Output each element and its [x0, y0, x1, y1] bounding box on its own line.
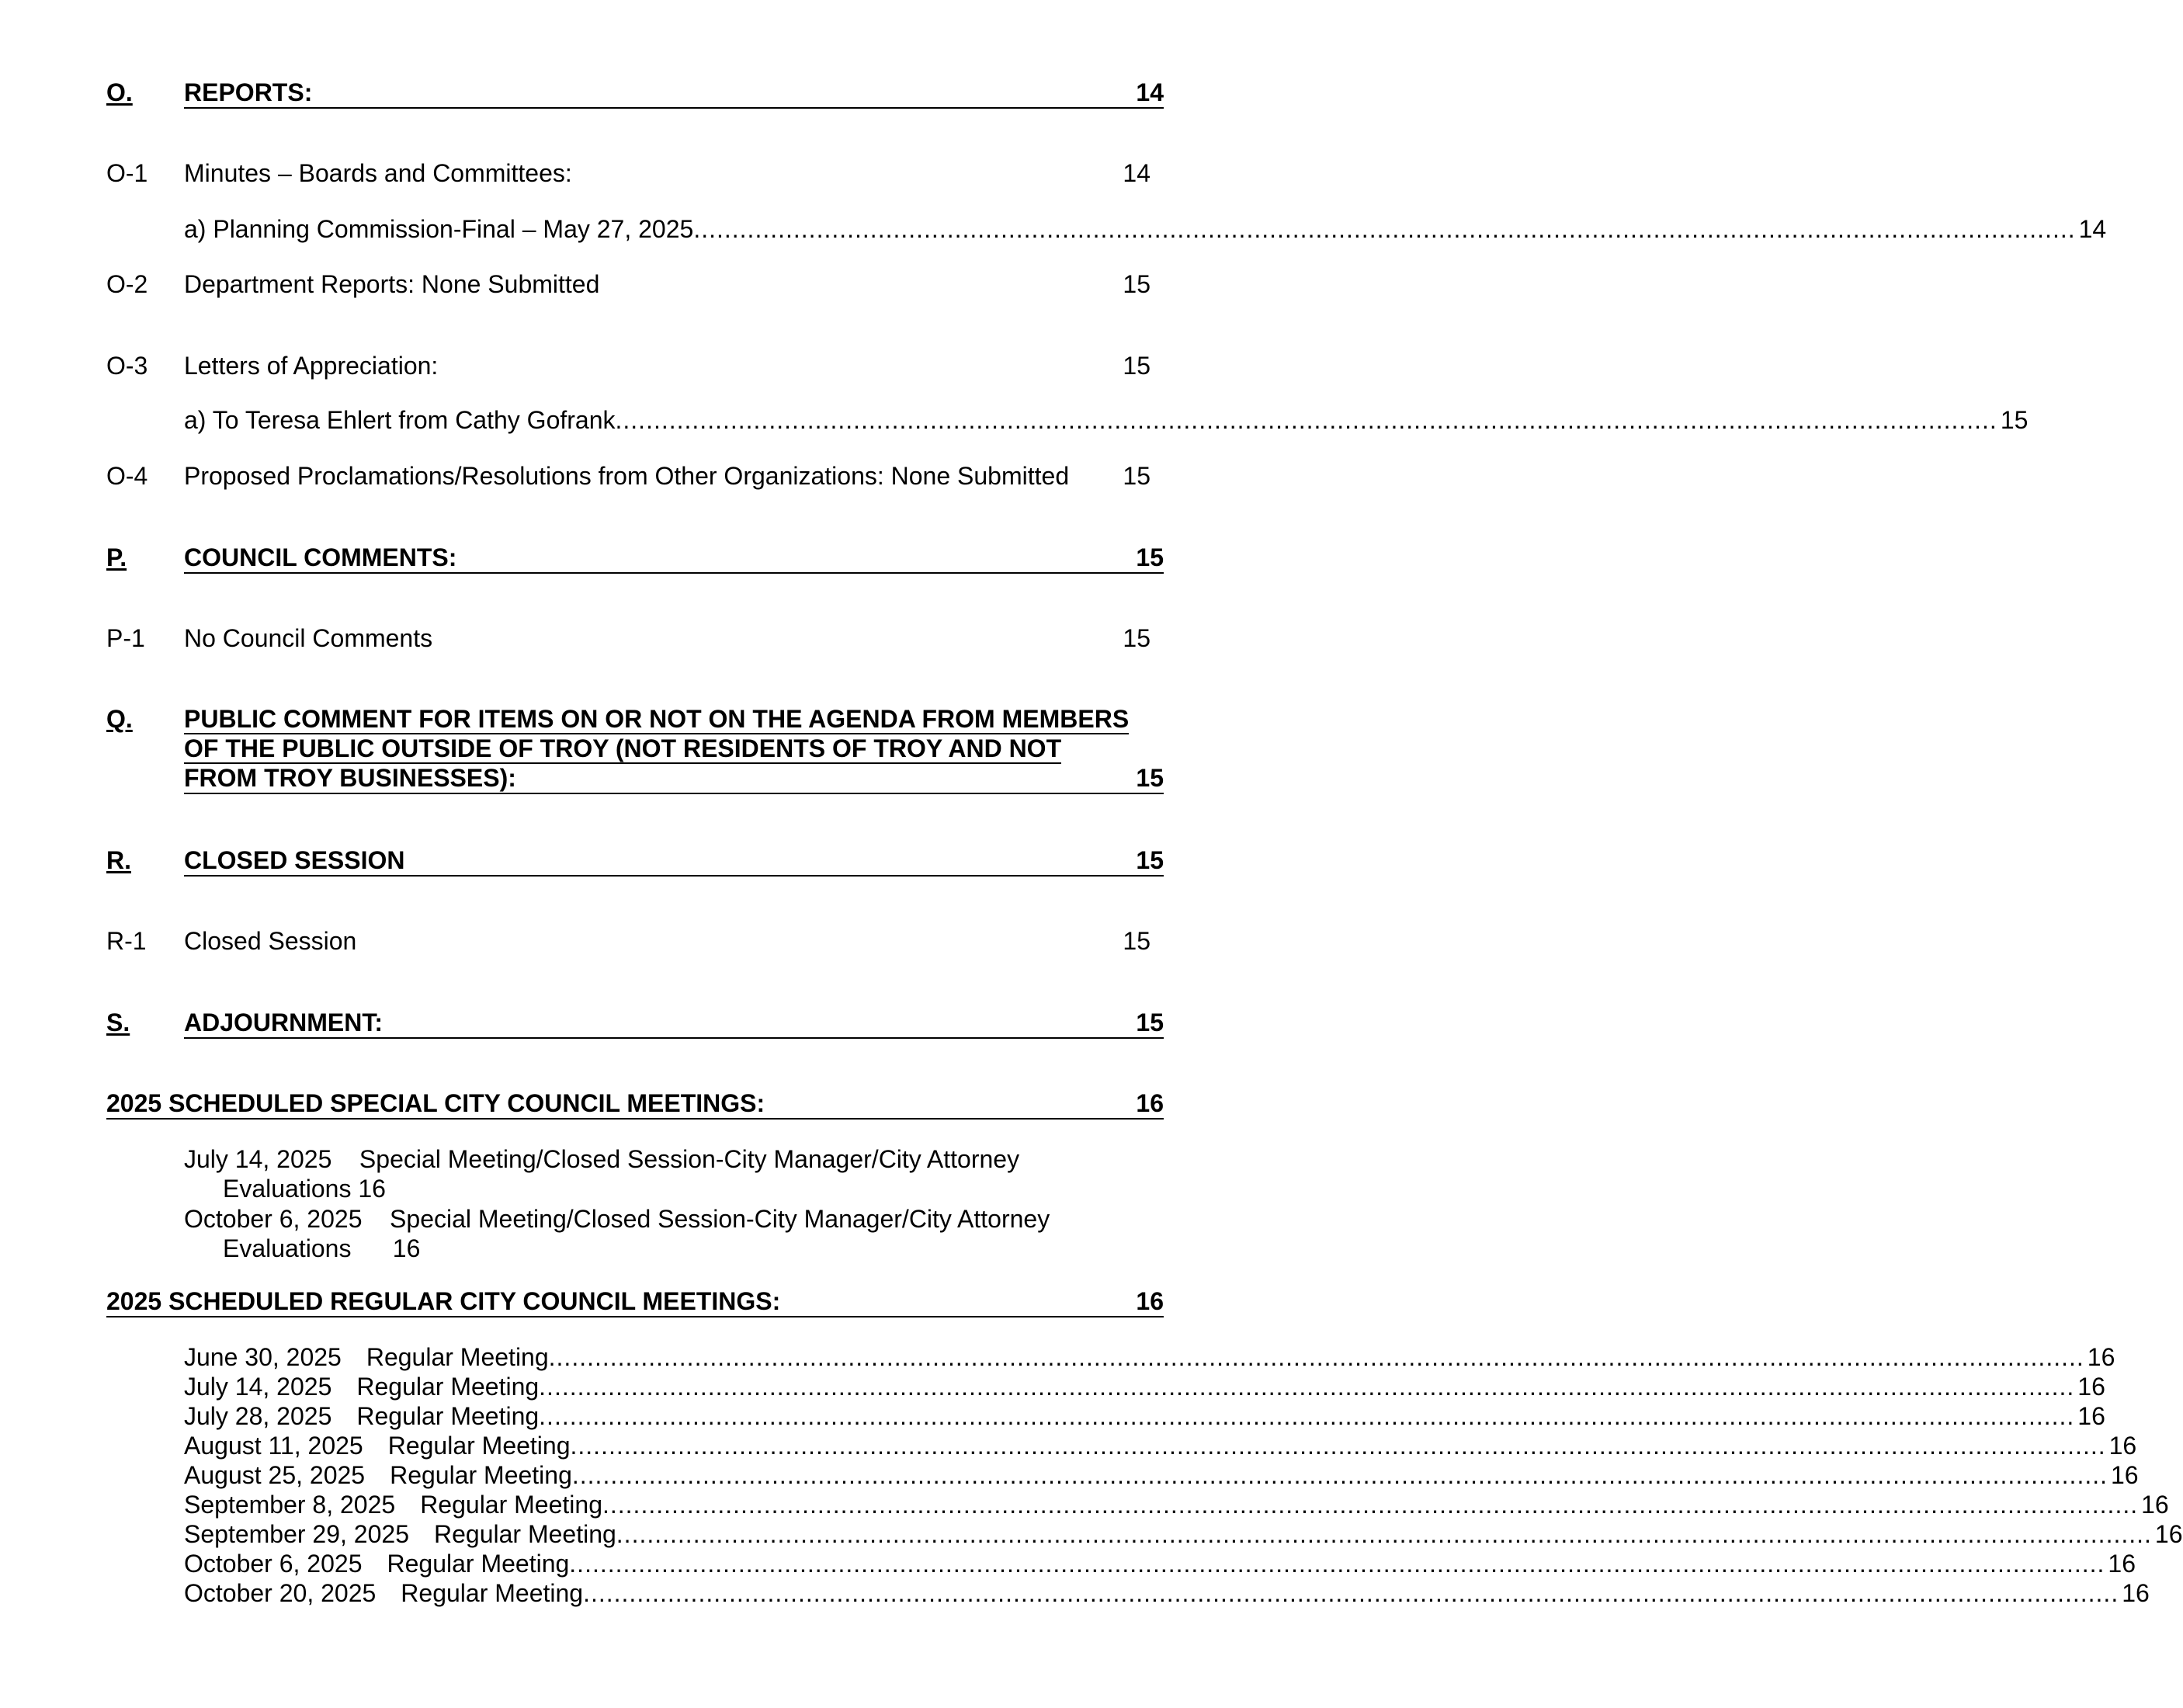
section-title-line-3: FROM TROY BUSINESSES):: [184, 764, 516, 792]
section-page: 15: [1136, 543, 1164, 571]
meeting-date: July 28, 2025: [184, 1402, 332, 1430]
dot-leader: ....................................................................................................................................................................................: [615, 406, 1997, 434]
item-text: a) Planning Commission-Final – May 27, 2025: [184, 215, 694, 243]
item-number: O-2: [106, 270, 148, 298]
section-letter: O.: [106, 78, 133, 106]
item-number: O-4: [106, 462, 148, 490]
special-meeting-line-1: October 6, 2025 Special Meeting/Closed Session-City Manager/City Attorney: [184, 1205, 1050, 1233]
meeting-date: June 30, 2025: [184, 1343, 342, 1371]
item-text: Department Reports: None Submitted: [184, 270, 600, 298]
meeting-label: Regular Meeting: [366, 1343, 549, 1371]
dot-leader: ........................................................................................................................................................................................................: [548, 1343, 2084, 1371]
item-o-3a: [184, 405, 2029, 435]
regular-meeting-row: [184, 1342, 2115, 1372]
meeting-page: 16: [2087, 1343, 2115, 1371]
item-number: O-1: [106, 159, 148, 187]
meeting-page: 16: [2122, 1579, 2150, 1607]
meeting-label: Regular Meeting: [356, 1373, 540, 1401]
meeting-label: Regular Meeting: [433, 1520, 616, 1548]
item-number: O-3: [106, 352, 148, 380]
section-letter: R.: [106, 846, 131, 874]
regular-meeting-row: [184, 1372, 2105, 1401]
item-number: P-1: [106, 624, 145, 652]
item-page: 15: [1123, 352, 1150, 380]
dot-leader: ........................................................................................................................................................................................................: [616, 1520, 2152, 1548]
section-page: 14: [1136, 78, 1164, 106]
item-page: 14: [1123, 159, 1150, 187]
section-title: REPORTS:: [184, 78, 313, 106]
meeting-label: Regular Meeting: [420, 1491, 602, 1519]
dot-leader: ........................................................................................................................................................................................................: [583, 1579, 2119, 1607]
item-page: 15: [1123, 624, 1150, 652]
meeting-date: October 20, 2025: [184, 1579, 377, 1607]
meeting-label: Regular Meeting: [387, 1432, 571, 1460]
regular-meeting-row: [184, 1460, 2139, 1490]
section-letter: Q.: [106, 705, 133, 733]
section-title: 2025 SCHEDULED SPECIAL CITY COUNCIL MEETINGS:: [106, 1089, 765, 1117]
item-page: 14: [2078, 215, 2107, 243]
dot-leader: ........................................................................................................................................................................................................: [571, 1461, 2108, 1489]
item-text: Letters of Appreciation:: [184, 352, 439, 380]
section-title-line-1: PUBLIC COMMENT FOR ITEMS ON OR NOT ON THE AGENDA FROM MEMBERS: [184, 705, 1130, 733]
meeting-date: September 29, 2025: [184, 1520, 409, 1548]
dot-leader: ........................................................................................................................................................................................................: [539, 1402, 2075, 1430]
section-page: 15: [1136, 846, 1164, 874]
special-meeting-line-2: Evaluations 16: [223, 1234, 421, 1262]
section-title-line-2: OF THE PUBLIC OUTSIDE OF TROY (NOT RESIDENTS OF TROY AND NOT: [184, 734, 1062, 762]
regular-meeting-row: [184, 1490, 2169, 1519]
regular-meeting-row: [184, 1578, 2150, 1608]
regular-meeting-row: [184, 1549, 2136, 1578]
item-text: No Council Comments: [184, 624, 433, 652]
item-text: Proposed Proclamations/Resolutions from Other Organizations: None Submitted: [184, 462, 1070, 490]
regular-meeting-row: [184, 1431, 2137, 1460]
meeting-page: 16: [2108, 1432, 2137, 1460]
special-meeting-1: [184, 1144, 1019, 1203]
meeting-date: July 14, 2025: [184, 1373, 332, 1401]
item-page: 15: [1123, 270, 1150, 298]
meeting-date: September 8, 2025: [184, 1491, 396, 1519]
meeting-page: 16: [2111, 1461, 2139, 1489]
dot-leader: ........................................................................................................................................................................................................: [570, 1432, 2106, 1460]
meeting-date: August 11, 2025: [184, 1432, 363, 1460]
item-text: Minutes – Boards and Committees:: [184, 159, 572, 187]
meeting-page: 16: [2077, 1373, 2105, 1401]
section-letter: S.: [106, 1008, 130, 1036]
section-page: 15: [1136, 764, 1164, 792]
section-title: COUNCIL COMMENTS:: [184, 543, 457, 571]
dot-leader: ........................................................................................................................................................................................................: [569, 1550, 2105, 1578]
meeting-label: Regular Meeting: [390, 1461, 572, 1489]
item-text: Closed Session: [184, 927, 357, 955]
item-o-1a: [184, 214, 2107, 244]
section-page: 16: [1136, 1287, 1164, 1315]
meeting-page: 16: [2154, 1520, 2183, 1548]
meeting-label: Regular Meeting: [356, 1402, 540, 1430]
dot-leader: ........................................................................................................................................................................................................: [602, 1491, 2139, 1519]
section-letter: P.: [106, 543, 127, 571]
meeting-date: October 6, 2025: [184, 1550, 363, 1578]
dot-leader: ....................................................................................................................................................................................: [693, 215, 2076, 243]
meeting-label: Regular Meeting: [401, 1579, 584, 1607]
item-number: R-1: [106, 927, 147, 955]
special-meeting-line-1: July 14, 2025 Special Meeting/Closed Session-City Manager/City Attorney: [184, 1145, 1020, 1173]
meeting-page: 16: [2108, 1550, 2136, 1578]
dot-leader: ........................................................................................................................................................................................................: [539, 1373, 2075, 1401]
meeting-date: August 25, 2025: [184, 1461, 366, 1489]
special-meeting-2: [184, 1204, 1050, 1263]
item-page: 15: [2000, 406, 2029, 434]
item-page: 15: [1123, 462, 1150, 490]
meeting-page: 16: [2141, 1491, 2169, 1519]
meeting-label: Regular Meeting: [387, 1550, 570, 1578]
section-title: 2025 SCHEDULED REGULAR CITY COUNCIL MEETINGS:: [106, 1287, 781, 1315]
meeting-page: 16: [2077, 1402, 2105, 1430]
special-meeting-line-2: Evaluations 16: [223, 1175, 386, 1203]
regular-meeting-row: [184, 1401, 2105, 1431]
section-page: 15: [1136, 1008, 1164, 1036]
section-title: CLOSED SESSION: [184, 846, 405, 874]
section-title: ADJOURNMENT:: [184, 1008, 383, 1036]
item-text: a) To Teresa Ehlert from Cathy Gofrank: [184, 406, 616, 434]
item-page: 15: [1123, 927, 1150, 955]
section-page: 16: [1136, 1089, 1164, 1117]
regular-meeting-row: [184, 1519, 2183, 1549]
